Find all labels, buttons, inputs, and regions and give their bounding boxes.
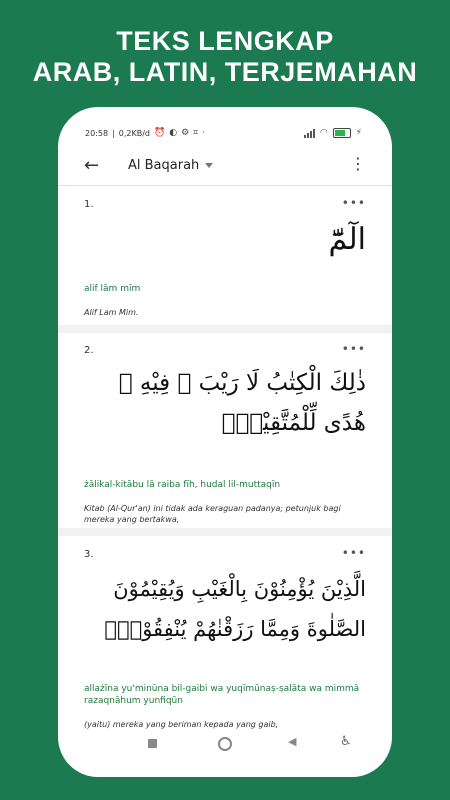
moon-icon: ◐ (169, 128, 178, 138)
ayah-more-icon[interactable]: ••• (341, 196, 366, 210)
signal-icon (304, 129, 315, 138)
ayah-card (58, 186, 392, 333)
ayah-arabic: ذٰلِكَ الْكِتٰبُ لَا رَيْبَ ۛ فِيْهِ ۛ هُدًى لِّلْمُتَّقِيْنَۙ (118, 370, 366, 436)
phone-frame (58, 107, 392, 777)
hashtag-icon: ⌗ (193, 128, 199, 138)
ayah-translation: Kitab (Al-Qur'an) ini tidak ada keraguan padanya; petunjuk bagi mereka yang bertakwa, (84, 504, 341, 524)
ayah-number: 1. (84, 199, 94, 210)
ayah-card (58, 537, 392, 737)
accessibility-icon[interactable]: ♿ (340, 734, 352, 749)
status-sep: | (112, 128, 115, 138)
back-triangle-icon[interactable]: ◀ (288, 735, 297, 748)
ayah-more-icon[interactable]: ••• (341, 342, 366, 356)
ayah-number: 3. (84, 549, 94, 560)
status-speed: 0,2KB/d (118, 128, 150, 138)
dot-icon: · (202, 128, 206, 138)
wifi-icon: ◠ (319, 128, 328, 138)
ayah-card (58, 333, 392, 536)
ayah-latin: żālikal-kitābu lā raiba fīh, hudal lil-muttaqīn (84, 480, 281, 490)
system-nav-bar (58, 735, 392, 759)
app-bar (58, 149, 392, 186)
home-circle-icon[interactable] (218, 737, 232, 751)
recents-square-icon[interactable] (148, 739, 157, 748)
ayah-translation: Alif Lam Mim. (84, 308, 139, 317)
more-vertical-icon[interactable]: ⋮ (350, 154, 366, 173)
surah-title: Al Baqarah (128, 158, 200, 173)
ayah-arabic: الٓمّٓ (328, 222, 366, 257)
ayah-more-icon[interactable]: ••• (341, 546, 366, 560)
alarm-icon: ⏰ (154, 128, 166, 138)
ayah-number: 2. (84, 345, 94, 356)
ayah-latin: allażīna yu'minūna bil-gaibi wa yuqīmūnaṣ-ṣalāta wa mimmā razaqnāhum yunfiqūn (84, 684, 360, 706)
ayah-arabic: الَّذِيْنَ يُؤْمِنُوْنَ بِالْغَيْبِ وَيُقِيْمُوْنَ الصَّلٰوةَ وَمِمَّا رَزَقْنٰهُمْ يُنْفِقُوْنَۙ (104, 577, 366, 641)
headline-line-1: TEKS LENGKAP (116, 26, 334, 56)
status-bar (58, 123, 392, 143)
battery-icon (333, 128, 351, 138)
charging-icon: ⚡ (355, 128, 362, 138)
ayah-latin: alif lām mīm (84, 284, 141, 294)
arrow-left-icon[interactable]: ← (84, 155, 100, 176)
status-time: 20:58 (85, 128, 109, 138)
promo-headline (0, 26, 450, 88)
settings-icon: ⚙ (181, 128, 190, 138)
ayah-translation: (yaitu) mereka yang beriman kepada yang gaib, (84, 720, 279, 729)
surah-selector[interactable] (128, 158, 213, 173)
chevron-down-icon (205, 163, 213, 168)
headline-line-2: ARAB, LATIN, TERJEMAHAN (32, 57, 418, 87)
